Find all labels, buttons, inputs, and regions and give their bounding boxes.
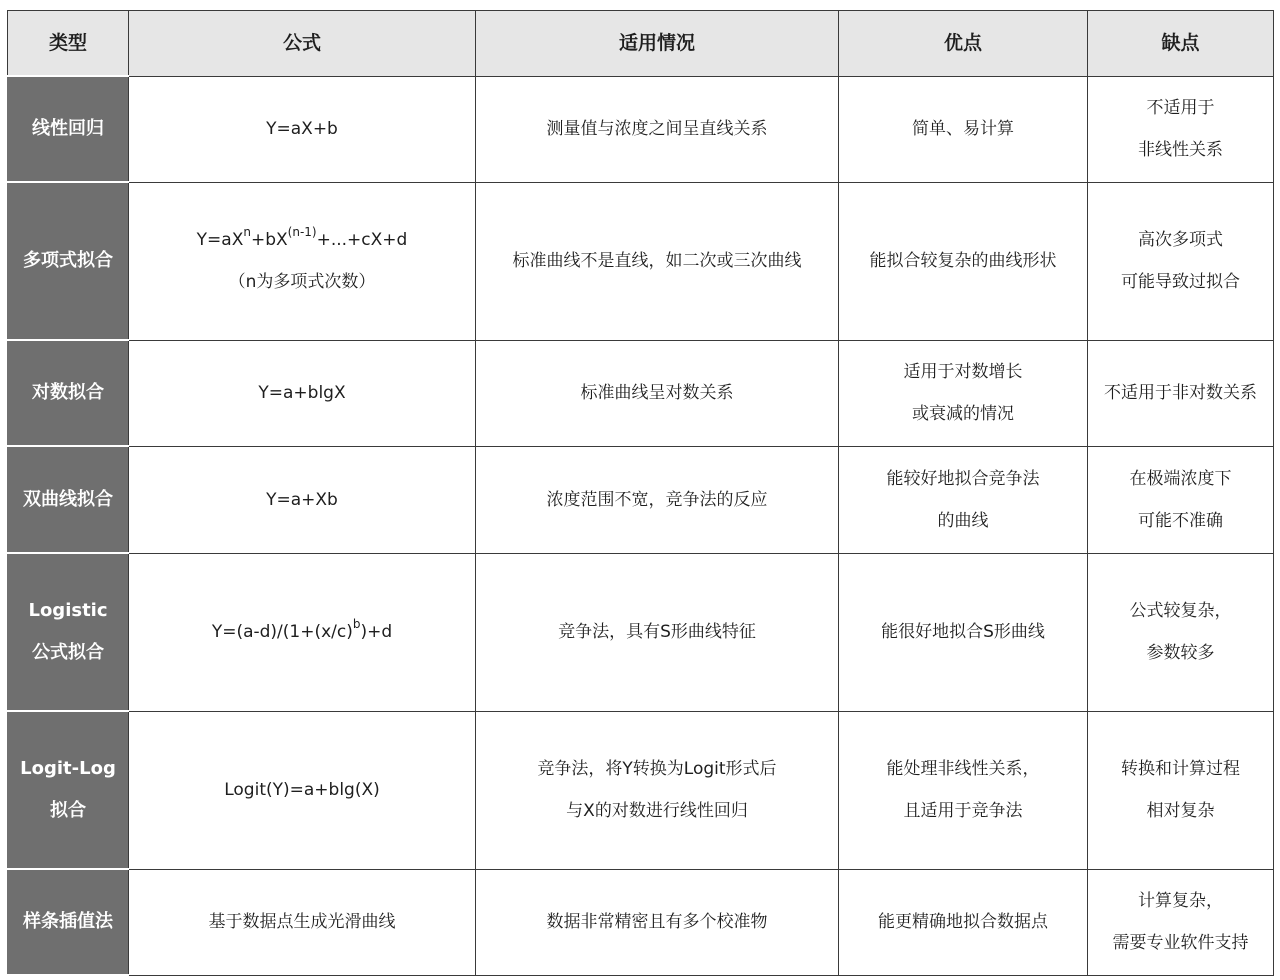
formula-text — [133, 219, 471, 261]
pros-text: 且适用于竞争法 — [903, 801, 1023, 821]
header-use: 适用情况 — [476, 11, 839, 77]
use-cell — [476, 446, 839, 553]
pros-text: 能较好地拟合竞争法 — [886, 468, 1040, 489]
use-text: 浓度范围不宽，竞争法的反应 — [546, 489, 768, 510]
header-formula: 公式 — [129, 11, 476, 77]
type-label: 拟合 — [50, 800, 86, 821]
table-row — [8, 182, 1274, 340]
type-cell — [8, 340, 129, 446]
cons-text: 不适用于非对数关系 — [1104, 383, 1257, 403]
cons-text: 公式较复杂， — [1129, 601, 1232, 621]
use-cell — [476, 340, 839, 446]
type-cell — [8, 553, 129, 711]
type-cell — [8, 446, 129, 553]
use-text: 竞争法，具有S形曲线特征 — [558, 622, 756, 642]
formula-cell — [129, 76, 476, 182]
pros-cell — [839, 711, 1088, 869]
formula-text: 基于数据点生成光滑曲线 — [208, 912, 396, 932]
type-cell — [8, 869, 129, 975]
formula-cell — [129, 446, 476, 553]
cons-text: 可能导致过拟合 — [1121, 272, 1240, 292]
table-row — [8, 446, 1274, 553]
use-text: 与X的对数进行线性回归 — [566, 801, 748, 821]
use-cell — [476, 76, 839, 182]
cons-cell — [1088, 182, 1274, 340]
use-text: 测量值与浓度之间呈直线关系 — [546, 119, 768, 139]
cons-text: 不适用于 — [1146, 98, 1215, 118]
cons-text: 参数较多 — [1146, 643, 1215, 663]
type-label: Logit-Log — [20, 758, 116, 779]
use-cell — [476, 182, 839, 340]
pros-text: 简单、易计算 — [912, 119, 1014, 139]
use-cell — [476, 869, 839, 975]
formula-part: Y=aX — [196, 230, 244, 250]
cons-cell — [1088, 553, 1274, 711]
formula-text: Y=aX+b — [266, 119, 338, 139]
use-cell — [476, 711, 839, 869]
formula-text: Logit(Y)=a+blg(X) — [224, 780, 380, 800]
formula-cell — [129, 340, 476, 446]
formula-part: Y=(a-d)/(1+(x/c) — [211, 622, 353, 642]
type-label: Logistic — [28, 600, 108, 621]
comparison-table — [7, 10, 1274, 976]
formula-cell — [129, 711, 476, 869]
type-label: 双曲线拟合 — [23, 488, 113, 510]
type-label: 对数拟合 — [32, 382, 104, 403]
table-row — [8, 869, 1274, 975]
header-pros: 优点 — [839, 11, 1088, 77]
header-row — [8, 11, 1274, 77]
type-cell — [8, 76, 129, 182]
cons-cell — [1088, 869, 1274, 975]
cons-text: 计算复杂， — [1138, 891, 1223, 911]
pros-cell — [839, 446, 1088, 553]
use-text: 竞争法，将Y转换为Logit形式后 — [537, 759, 777, 779]
pros-text: 能处理非线性关系， — [886, 759, 1040, 779]
cons-cell — [1088, 446, 1274, 553]
pros-cell — [839, 76, 1088, 182]
pros-cell — [839, 553, 1088, 711]
table-row — [8, 553, 1274, 711]
cons-cell — [1088, 711, 1274, 869]
pros-text: 能很好地拟合S形曲线 — [881, 622, 1045, 642]
formula-text: Y=a+blgX — [258, 383, 346, 403]
pros-text: 或衰减的情况 — [912, 404, 1014, 424]
formula-cell — [129, 182, 476, 340]
formula-part: +bX — [250, 230, 288, 250]
cons-cell — [1088, 76, 1274, 182]
cons-text: 转换和计算过程 — [1121, 759, 1240, 779]
pros-cell — [839, 182, 1088, 340]
cons-text: 需要专业软件支持 — [1112, 933, 1249, 953]
cons-text: 在极端浓度下 — [1129, 468, 1232, 489]
formula-part: +...+cX+d — [316, 230, 408, 250]
cons-cell — [1088, 340, 1274, 446]
table-row — [8, 340, 1274, 446]
type-cell — [8, 182, 129, 340]
pros-cell — [839, 869, 1088, 975]
formula-text: Y=a+Xb — [266, 489, 338, 510]
formula-exponent: (n-1) — [287, 225, 317, 240]
use-text: 标准曲线不是直线，如二次或三次曲线 — [512, 251, 802, 271]
type-label: 线性回归 — [32, 118, 104, 139]
header-cons: 缺点 — [1088, 11, 1274, 77]
pros-text: 能更精确地拟合数据点 — [878, 912, 1048, 932]
cons-text: 非线性关系 — [1138, 140, 1223, 160]
formula-text — [133, 611, 471, 653]
cons-text: 可能不准确 — [1138, 510, 1223, 531]
formula-note: （n为多项式次数） — [228, 272, 376, 292]
formula-cell — [129, 869, 476, 975]
use-text: 数据非常精密且有多个校准物 — [546, 912, 768, 932]
formula-exponent: n — [243, 225, 251, 240]
formula-part: )+d — [360, 622, 393, 642]
pros-text: 能拟合较复杂的曲线形状 — [869, 251, 1057, 271]
cons-text: 高次多项式 — [1138, 230, 1223, 250]
type-label: 样条插值法 — [23, 911, 113, 932]
header-type: 类型 — [8, 11, 129, 77]
type-cell — [8, 711, 129, 869]
type-label: 多项式拟合 — [23, 250, 113, 271]
table-row — [8, 711, 1274, 869]
formula-cell — [129, 553, 476, 711]
pros-cell — [839, 340, 1088, 446]
formula-exponent: b — [352, 617, 361, 632]
use-text: 标准曲线呈对数关系 — [580, 383, 734, 403]
cons-text: 相对复杂 — [1146, 801, 1215, 821]
pros-text: 适用于对数增长 — [903, 362, 1023, 382]
type-label: 公式拟合 — [32, 642, 104, 663]
use-cell — [476, 553, 839, 711]
pros-text: 的曲线 — [937, 510, 989, 531]
table-row — [8, 76, 1274, 182]
